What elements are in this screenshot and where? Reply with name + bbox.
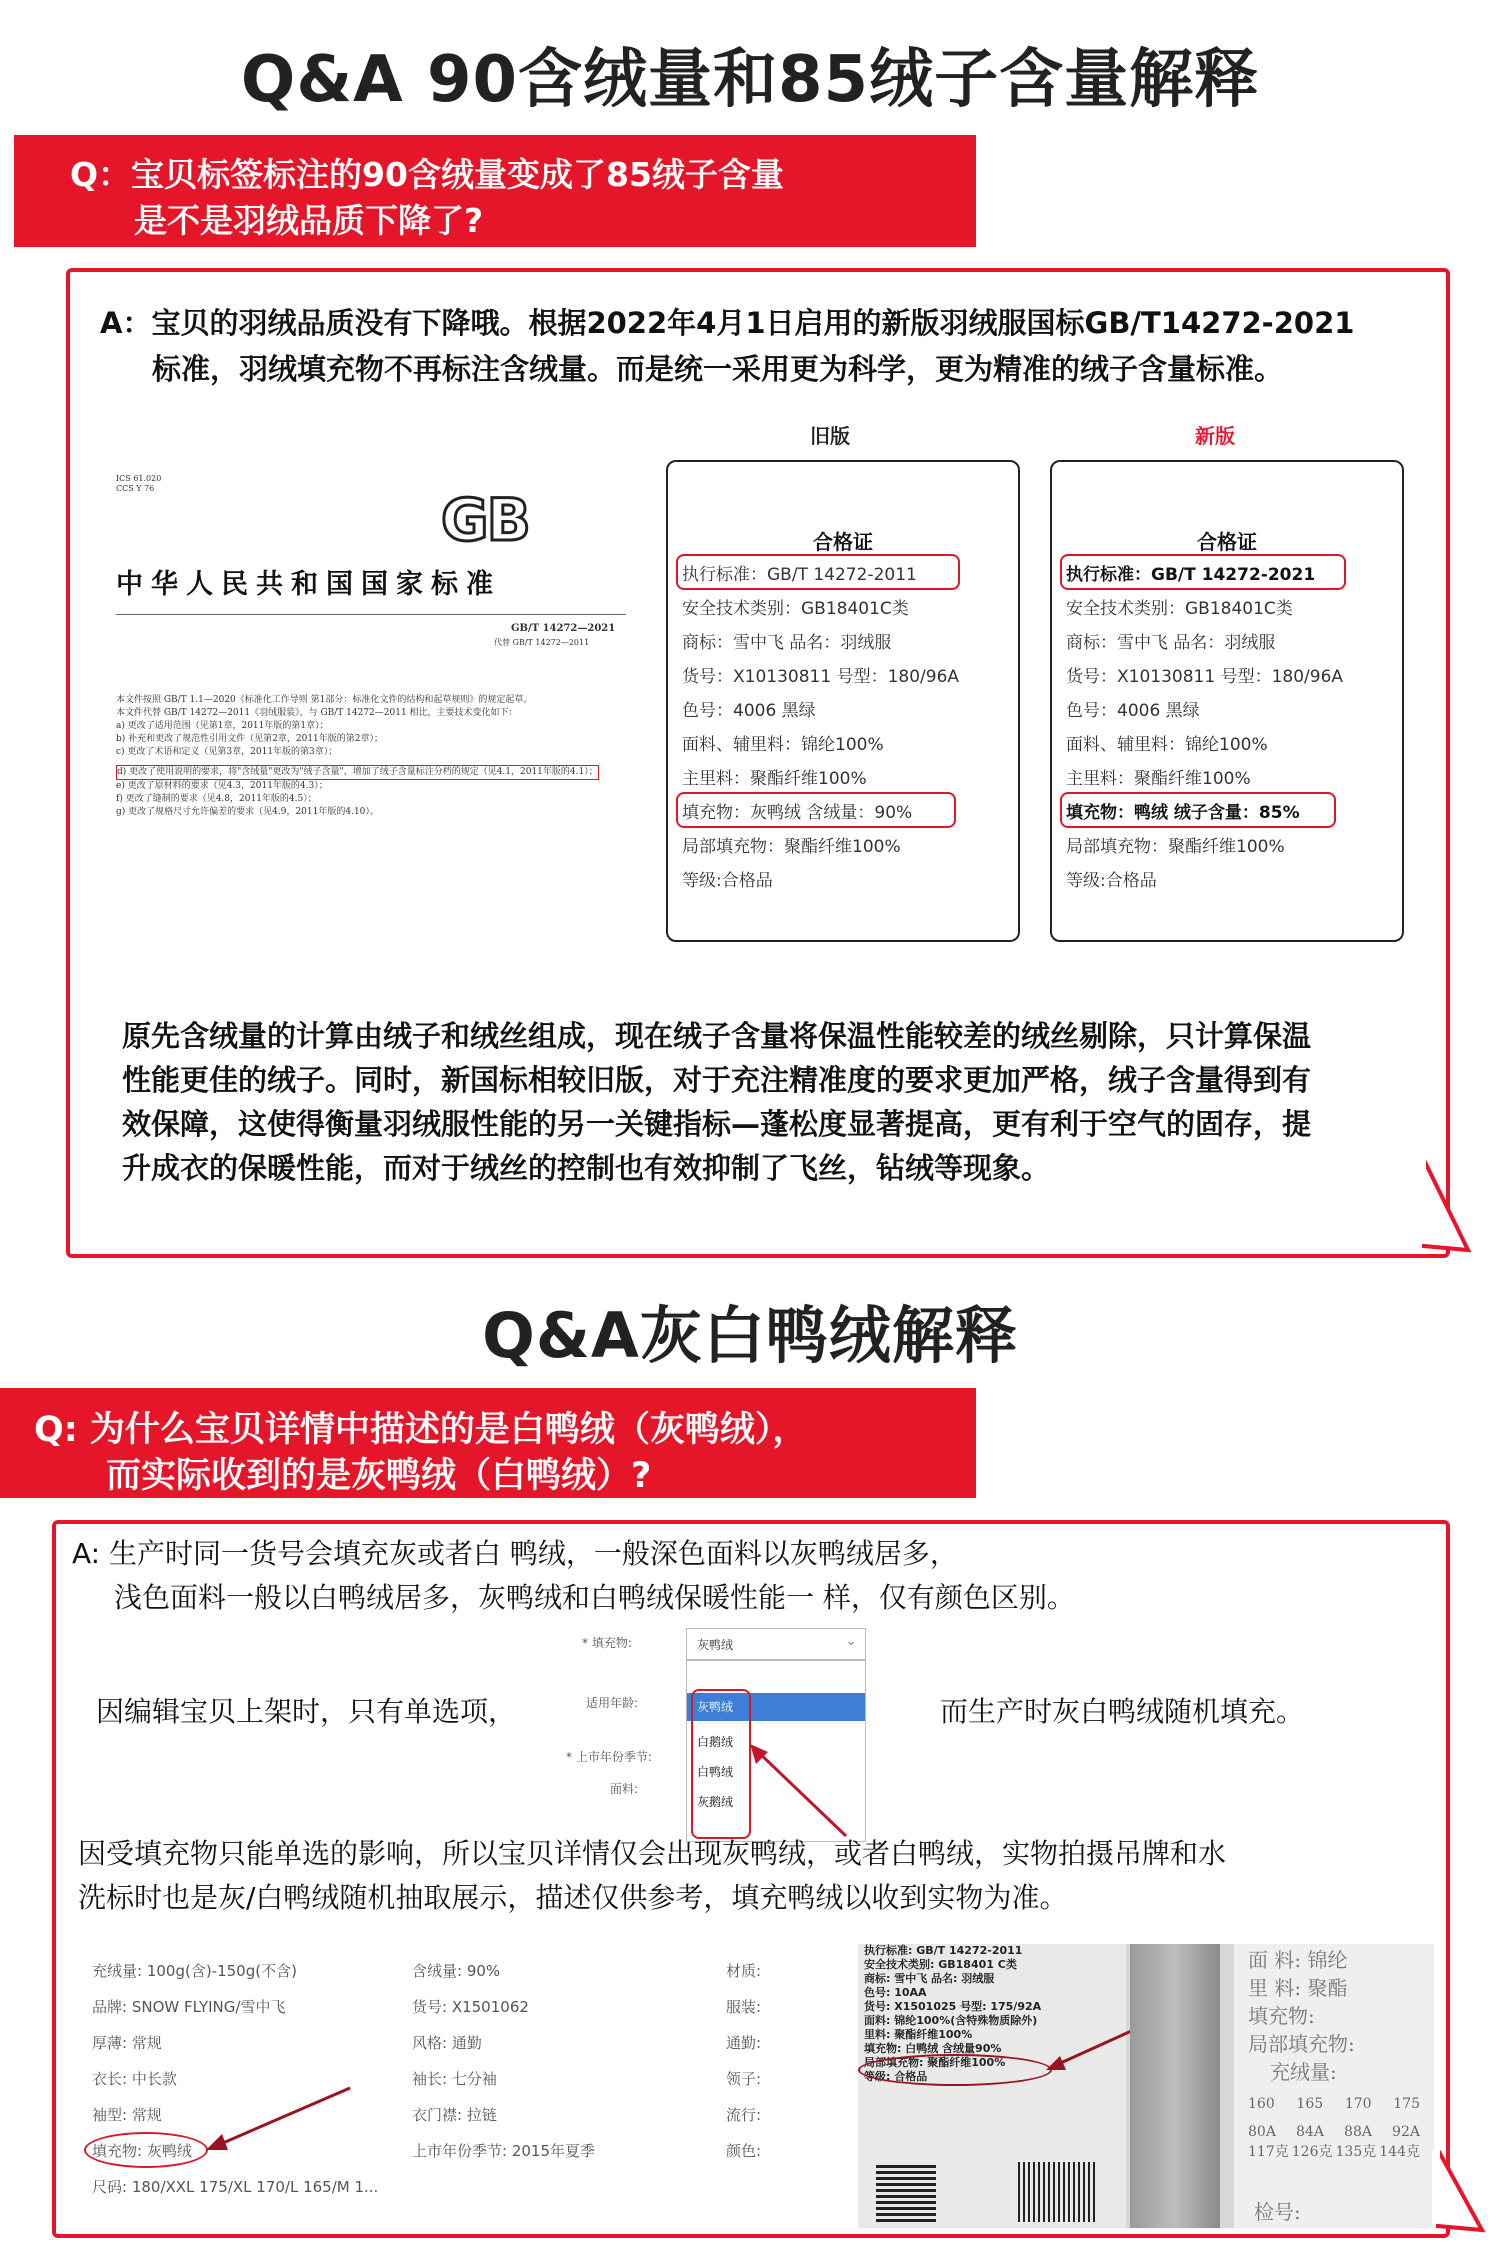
new-cert-row: 面料、辅里料：锦纶100%: [1066, 735, 1268, 755]
tag-line: 商标: 雪中飞 品名: 羽绒服: [864, 1972, 995, 1985]
para2-line-1: 因受填充物只能单选的影响，所以宝贝详情仅会出现灰鸭绒，或者白鸭绒，实物拍摄吊牌和水: [78, 1837, 1227, 1870]
tag-card: [858, 1944, 1126, 2228]
new-cert-row: 局部填充物：聚酯纤维100%: [1066, 837, 1285, 857]
wash-line: 填充物:: [1248, 2004, 1315, 2028]
answer-line-1: A：宝贝的羽绒品质没有下降哦。根据2022年4月1日启用的新版羽绒服国标GB/T14272-2021: [100, 306, 1355, 340]
bubble-tail: [1398, 1160, 1478, 1260]
product-params-table: [86, 1954, 806, 2224]
tag-line: 货号: X1501025 号型: 175/92A: [864, 2000, 1042, 2013]
section1-title: Q&A 90含绒量和85绒子含量解释: [240, 43, 1260, 117]
old-cert-row: 面料、辅里料：锦纶100%: [682, 735, 884, 755]
old-cert-row: 执行标准：GB/T 14272-2011: [682, 565, 917, 585]
fabric-field-label: 面料:: [610, 1782, 639, 1796]
mid-right-text: 而生产时灰白鸭绒随机填充。: [940, 1695, 1305, 1728]
param-cell: 袖型: 常规: [92, 2106, 162, 2124]
dropdown-option[interactable]: 灰鸭绒: [687, 1693, 865, 1721]
answer2-line-2: 浅色面料一般以白鸭绒居多，灰鸭绒和白鸭绒保暖性能一 样，仅有颜色区别。: [114, 1581, 1075, 1614]
new-cert-row: 等级:合格品: [1066, 871, 1157, 891]
tag-line: 局部填充物: 聚酯纤维100%: [864, 2056, 1006, 2069]
old-cert-row: 安全技术类别：GB18401C类: [682, 599, 909, 619]
new-version-label: 新版: [1195, 424, 1235, 448]
highlight-circle: [1060, 554, 1346, 590]
old-cert-row: 填充物：灰鸭绒 含绒量：90%: [682, 803, 913, 823]
doc-line: g) 更改了规格尺寸允许偏差的要求（见4.9，2011年版的4.10）。: [116, 807, 379, 817]
question-line-2: 而实际收到的是灰鸭绒（白鸭绒）?: [106, 1456, 652, 1496]
doc-replaces: 代替 GB/T 14272—2011: [494, 638, 590, 647]
highlight-circle: [858, 2054, 1052, 2086]
new-cert-row: 商标：雪中飞 品名：羽绒服: [1066, 633, 1276, 653]
fabric-strip: [1130, 1944, 1220, 2228]
tag-line: 填充物: 白鸭绒 含绒量90%: [864, 2042, 1002, 2055]
doc-line: c) 更改了术语和定义（见第3章，2011年版的第3章）；: [116, 747, 338, 757]
param-cell: 通勤:: [726, 2034, 762, 2052]
highlight-circle: [1060, 792, 1336, 828]
tag-line: 执行标准: GB/T 14272-2011: [864, 1944, 1023, 1957]
size-code-cell: 92A: [1392, 2124, 1420, 2140]
doc-line: f) 更改了缝制的要求（见4.8，2011年版的4.5）；: [116, 794, 317, 804]
param-cell: 上市年份季节: 2015年夏季: [412, 2142, 595, 2160]
question-line-1: Q: 为什么宝贝详情中描述的是白鸭绒（灰鸭绒），: [34, 1410, 808, 1450]
barcode: [1018, 2162, 1098, 2222]
new-cert-row: 色号：4006 黑绿: [1066, 701, 1200, 721]
param-cell: 风格: 通勤: [412, 2034, 482, 2052]
size-code-cell: 80A: [1248, 2124, 1276, 2140]
doc-line: 本文件按照 GB/T 1.1—2020《标准化工作导则 第1部分：标准化文件的结构和起草规则》的规定起草。: [116, 695, 533, 705]
tag-line: 面料: 锦纶100%(含特殊物质除外): [864, 2014, 1038, 2027]
size-cell: 160: [1248, 2096, 1275, 2112]
new-cert-row: 填充物：鸭绒 绒子含量：85%: [1066, 803, 1300, 823]
gb-standard-document: [116, 472, 626, 872]
param-cell: 含绒量: 90%: [412, 1962, 501, 1980]
param-cell: 衣门襟: 拉链: [412, 2106, 497, 2124]
doc-body: [116, 694, 626, 819]
dropdown-option[interactable]: 灰鹅绒: [697, 1795, 734, 1809]
section2-question-bar: [0, 1388, 976, 1498]
old-cert-row: 主里料：聚酯纤维100%: [682, 769, 867, 789]
size-cell: 175: [1393, 2096, 1420, 2112]
arrow-icon: [746, 1744, 856, 1844]
doc-line: d) 更改了使用说明的要求，将"含绒量"更改为"绒子含量"，增加了绒子含量标注分档的规定（见4.1，2011年版的4.1）；: [116, 765, 599, 780]
new-cert-row: 执行标准：GB/T 14272-2021: [1066, 565, 1316, 585]
old-cert-row: 局部填充物：聚酯纤维100%: [682, 837, 901, 857]
explain-line: 升成衣的保暖性能，而对于绒丝的控制也有效抑制了飞丝，钻绒等现象。: [122, 1151, 1051, 1185]
doc-divider: [116, 614, 626, 615]
wash-label-text: [1248, 1946, 1355, 2086]
param-cell: 货号: X1501062: [412, 1998, 529, 2016]
old-cert-row: 色号：4006 黑绿: [682, 701, 816, 721]
section2-answer-bubble: [52, 1520, 1450, 2238]
size-cell: 170: [1344, 2096, 1372, 2112]
old-cert-row: 等级:合格品: [682, 871, 773, 891]
section1-question-bar: [14, 135, 976, 247]
season-field-label: * 上市年份季节:: [566, 1750, 652, 1764]
doc-line: b) 补充和更改了规范性引用文件（见第2章，2011年版的第2章）；: [116, 734, 383, 744]
doc-std-number: GB/T 14272—2021: [511, 623, 616, 634]
tag-line: 等级: 合格品: [864, 2070, 928, 2083]
wash-line: 局部填充物:: [1248, 2032, 1355, 2056]
answer-line-2: 标准，羽绒填充物不再标注含绒量。而是统一采用更为科学，更为精准的绒子含量标准。: [152, 352, 1284, 386]
gb-logo: GB: [441, 486, 529, 554]
param-cell: 领子:: [726, 2070, 762, 2088]
mid-left-text: 因编辑宝贝上架时，只有单选项，: [96, 1695, 517, 1728]
question-line-2: 是不是羽绒品质下降了?: [134, 201, 484, 240]
weight-cell: 117克: [1248, 2144, 1289, 2160]
answer2-line-1: A: 生产时同一货号会填充灰或者白 鸭绒，一般深色面料以灰鸭绒居多，: [72, 1537, 958, 1570]
old-version-label: 旧版: [810, 424, 850, 448]
wash-line: 面 料: 锦纶: [1248, 1948, 1348, 1972]
highlight-circle: [84, 2132, 208, 2168]
param-cell: 尺码: 180/XXL 175/XL 170/L 165/M 1...: [92, 2178, 379, 2196]
new-cert-row: 货号：X10130811 号型：180/96A: [1066, 667, 1344, 687]
chevron-down-icon: ⌄: [845, 1633, 857, 1649]
dropdown-option[interactable]: 白鸭绒: [697, 1765, 734, 1779]
wash-label: [1234, 1944, 1434, 2228]
weight-cell: 144克: [1379, 2144, 1420, 2160]
new-cert-title: 合格证: [1197, 530, 1257, 554]
explain-line: 原先含绒量的计算由绒子和绒丝组成，现在绒子含量将保温性能较差的绒丝剔除，只计算保温: [122, 1019, 1312, 1053]
doc-line: e) 更改了原材料的要求（见4.3，2011年版的4.3）；: [116, 781, 328, 791]
para2-line-2: 洗标时也是灰/白鸭绒随机抽取展示，描述仅供参考，填充鸭绒以收到实物为准。: [78, 1881, 1068, 1914]
weight-cell: 135克: [1335, 2144, 1377, 2160]
doc-line: 本文件代替 GB/T 14272—2011《羽绒服装》，与 GB/T 14272—2011 相比，主要技术变化如下：: [116, 708, 518, 718]
explanation-paragraph: [122, 1014, 1311, 1190]
size-code-cell: 84A: [1296, 2124, 1324, 2140]
check-label: 检号:: [1254, 2200, 1301, 2224]
doc-code-ccs: CCS Y 76: [116, 484, 155, 493]
arrow-icon: [204, 2084, 354, 2154]
size-code-cell: 88A: [1344, 2124, 1372, 2140]
param-cell: 衣长: 中长款: [92, 2070, 177, 2088]
weight-cell: 126克: [1291, 2144, 1333, 2160]
old-cert-row: 商标：雪中飞 品名：羽绒服: [682, 633, 892, 653]
highlight-circle: [676, 792, 956, 828]
new-cert-row: 主里料：聚酯纤维100%: [1066, 769, 1251, 789]
explain-line: 效保障，这使得衡量羽绒服性能的另一关键指标—蓬松度显著提高，更有利于空气的固存，提: [122, 1107, 1312, 1141]
size-cell: 165: [1296, 2096, 1324, 2112]
fill-field-label: * 填充物:: [582, 1636, 632, 1650]
age-field-label: 适用年龄:: [586, 1696, 639, 1710]
wash-line: 里 料: 聚酯: [1248, 1976, 1348, 2000]
new-cert-row: 安全技术类别：GB18401C类: [1066, 599, 1293, 619]
old-certificate: [666, 460, 1020, 942]
hang-tag-photo: [858, 1944, 1434, 2228]
param-cell: 厚薄: 常规: [92, 2034, 162, 2052]
highlight-circle: [676, 554, 960, 590]
param-cell: 颜色:: [726, 2142, 762, 2160]
size-grid: [1248, 2094, 1434, 2162]
tag-line: 安全技术类别: GB18401 C类: [864, 1958, 1017, 1971]
doc-code-ics: ICS 61.020: [116, 474, 162, 483]
param-cell: 流行:: [726, 2106, 762, 2124]
section1-answer-bubble: [66, 268, 1450, 1258]
fill-select-value: 灰鸭绒: [697, 1638, 734, 1652]
param-cell: 袖长: 七分袖: [412, 2070, 497, 2088]
old-cert-title: 合格证: [813, 530, 873, 554]
section2-title: Q&A灰白鸭绒解释: [482, 1299, 1018, 1372]
doc-line: a) 更改了适用范围（见第1章，2011年版的第1章）；: [116, 721, 329, 731]
highlight-circle: [691, 1689, 751, 1839]
fill-select[interactable]: [686, 1628, 866, 1660]
param-cell: 服装:: [726, 1998, 762, 2016]
barcode: [876, 2162, 936, 2222]
wash-line: 充绒量:: [1270, 2060, 1337, 2084]
param-cell: 填充物: 灰鸭绒: [92, 2142, 192, 2160]
param-cell: 材质:: [726, 1962, 762, 1980]
national-standard-heading: 中华人民共和国国家标准: [116, 569, 501, 600]
dropdown-option[interactable]: 白鹅绒: [697, 1735, 734, 1749]
param-cell: 品牌: SNOW FLYING/雪中飞: [92, 1998, 286, 2016]
tag-line: 色号: 10AA: [864, 1986, 927, 1999]
old-cert-row: 货号：X10130811 号型：180/96A: [682, 667, 960, 687]
tag-line: 里料: 聚酯纤维100%: [864, 2028, 973, 2041]
param-cell: 充绒量: 100g(含)-150g(不含): [92, 1962, 297, 1980]
explain-line: 性能更佳的绒子。同时，新国标相较旧版，对于充注精准度的要求更加严格，绒子含量得到有: [122, 1063, 1312, 1097]
bubble-tail: [1420, 2150, 1490, 2236]
new-certificate: [1050, 460, 1404, 942]
dropdown-screenshot: [566, 1624, 866, 1844]
question-line-1: Q：宝贝标签标注的90含绒量变成了85绒子含量: [70, 155, 784, 194]
